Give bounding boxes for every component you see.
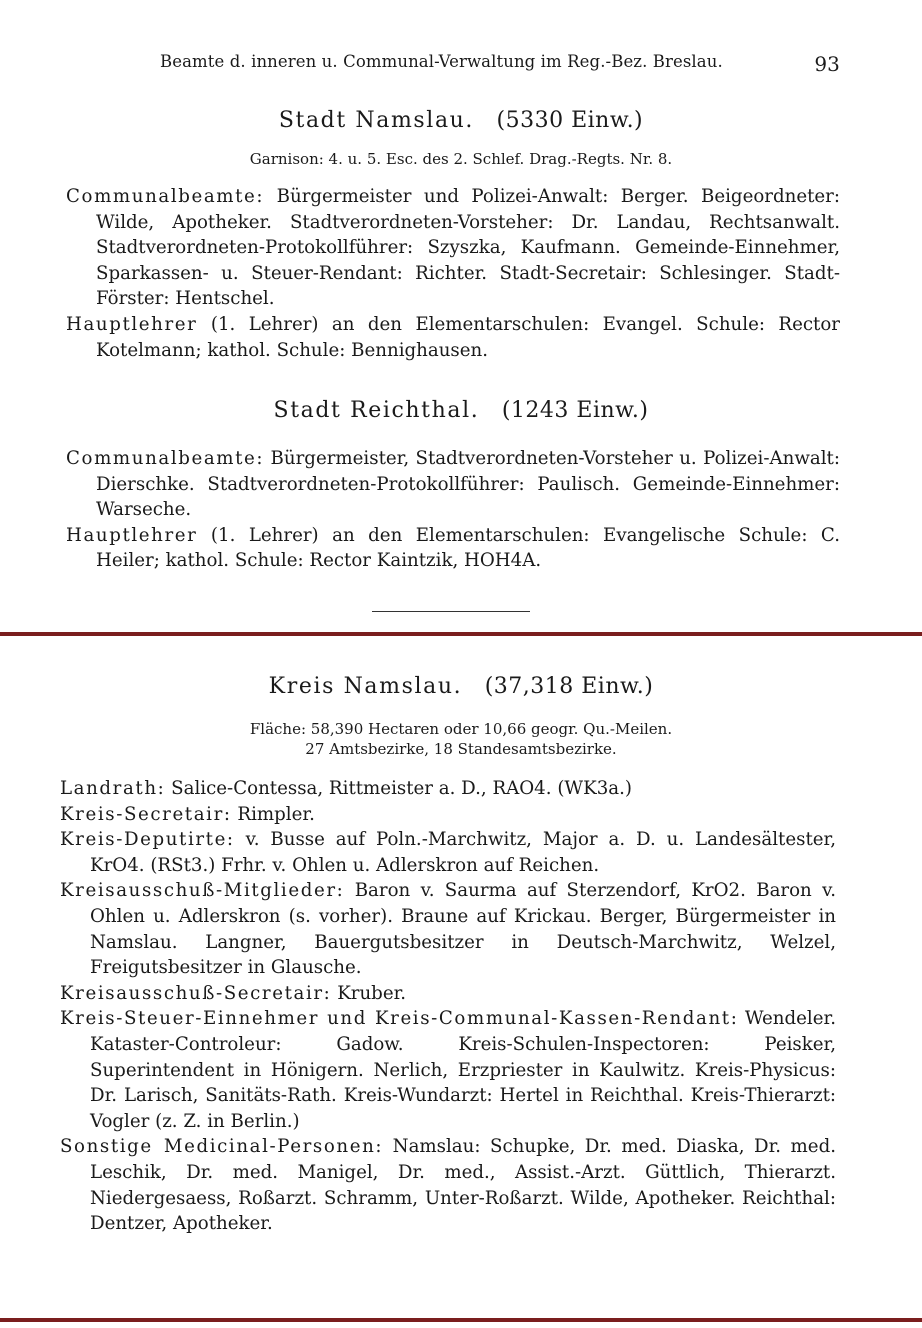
entry-label: Kreis-Steuer-Einnehmer und Kreis-Communal-Kassen-Rendant:: [60, 1008, 739, 1030]
district-entry-steuer-einnehmer: [60, 1006, 836, 1134]
district-entry-secretair: [60, 802, 836, 828]
namslau-garrison: Garnison: 4. u. 5. Esc. des 2. Schlef. Drag.-Regts. Nr. 8.: [249, 150, 673, 168]
reichthal-city-entries: [66, 446, 840, 574]
district-entry-ausschuss-secretair: [60, 981, 836, 1007]
namslau-communal-entry: [66, 184, 840, 312]
entry-label: Communalbeamte:: [66, 448, 265, 469]
namslau-district-entries: [60, 776, 836, 1237]
namslau-teacher-entry: [66, 312, 840, 363]
reichthal-city-title: Stadt Reichthal.: [273, 398, 480, 423]
entry-text: Wendeler. Kataster-Controleur: Gadow. Kreis-Schulen-Inspectoren: Peisker, Superintendent in Hönigern. Nerlich, Erzpriester in Kaulwitz. Kreis-Physicus: Dr. Larisch, Sanitäts-Rath. Kreis-Wundarzt: Hertel in Reichthal. Kreis-Thierarzt: Vogler (z. Z. in Berlin.): [90, 1008, 836, 1132]
entry-text: v. Busse auf Poln.-Marchwitz, Major a. D. u. Landesältester, KrO4. (RSt3.) Frhr. v. Ohlen u. Adlerskron auf Reichen.: [90, 829, 836, 876]
entry-label: Kreis-Deputirte:: [60, 829, 235, 851]
district-entry-landrath: [60, 776, 836, 802]
running-head-text: Beamte d. inneren u. Communal-Verwaltung im Reg.-Bez. Breslau.: [160, 52, 723, 71]
entry-label: Hauptlehrer: [66, 313, 198, 335]
section-divider-rule: [372, 611, 530, 612]
reichthal-teacher-entry: [66, 523, 840, 574]
entry-label: Kreisausschuß-Mitglieder:: [60, 880, 345, 902]
namslau-district-population: (37,318 Einw.): [484, 674, 654, 699]
entry-text: (1. Lehrer) an den Elementarschulen: Evangelische Schule: C. Heiler; kathol. Schule: Rector Kaintzik, HOH4A.: [96, 524, 840, 572]
district-entry-ausschuss-mitglieder: [60, 878, 836, 980]
running-head: [160, 52, 840, 76]
namslau-district-heading: [0, 674, 922, 699]
entry-label: Kreisausschuß-Secretair:: [60, 982, 332, 1004]
entry-text: Bürgermeister und Polizei-Anwalt: Berger. Beigeordneter: Wilde, Apotheker. Stadtverordneten-Vorsteher: Dr. Landau, Rechtsanwalt. Stadtverordneten-Protokollführer: Szyszka, Kaufmann. Gemeinde-Einnehmer, Sparkassen- u. Steuer-Rendant: Richter. Stadt-Secretair: Schlesinger. Stadt-Förster: Hentschel.: [96, 186, 840, 310]
reichthal-city-population: (1243 Einw.): [501, 398, 649, 423]
page-top-panel: [0, 0, 922, 630]
entry-text: Rimpler.: [237, 803, 315, 825]
entry-text: Bürgermeister, Stadtverordneten-Vorsteher u. Polizei-Anwalt: Dierschke. Stadtverordneten-Protokollführer: Paulisch. Gemeinde-Einnehmer: Warseche.: [96, 448, 840, 521]
district-entry-deputirte: [60, 827, 836, 878]
namslau-city-entries: [66, 184, 840, 363]
namslau-district-title: Kreis Namslau.: [268, 674, 463, 699]
entry-text: (1. Lehrer) an den Elementarschulen: Evangel. Schule: Rector Kotelmann; kathol. Schule: Bennighausen.: [96, 313, 840, 361]
entry-text: Kruber.: [337, 982, 407, 1004]
entry-label: Landrath:: [60, 778, 166, 799]
entry-text: Baron v. Saurma auf Sterzendorf, KrO2. Baron v. Ohlen u. Adlerskron (s. vorher). Braune auf Krickau. Berger, Bürgermeister in Namslau. Langner, Bauergutsbesitzer in Deutsch-Marchwitz, Welzel, Freigutsbesitzer in Glausche.: [90, 880, 836, 979]
district-subdivisions-line: 27 Amtsbezirke, 18 Standesamtsbezirke.: [305, 740, 617, 758]
panel-separator: [0, 632, 922, 636]
namslau-city-population: (5330 Einw.): [496, 108, 644, 133]
namslau-city-title: Stadt Namslau.: [278, 108, 475, 133]
entry-label: Communalbeamte:: [66, 186, 265, 207]
namslau-city-heading: [0, 108, 922, 133]
entry-text: Salice-Contessa, Rittmeister a. D., RAO4. (WK3a.): [171, 778, 632, 799]
entry-label: Sonstige Medicinal-Personen:: [60, 1136, 384, 1158]
panel-separator-bottom: [0, 1318, 922, 1322]
page-number: 93: [814, 52, 840, 76]
entry-text: Namslau: Schupke, Dr. med. Diaska, Dr. med. Leschik, Dr. med. Manigel, Dr. med., Assist.-Arzt. Güttlich, Thierarzt. Niedergesaess, Roßarzt. Schramm, Unter-Roßarzt. Wilde, Apotheker. Reichthal: Dentzer, Apotheker.: [90, 1136, 836, 1235]
district-area-line: Fläche: 58,390 Hectaren oder 10,66 geogr. Qu.-Meilen.: [249, 720, 673, 738]
district-entry-medicinal-personen: [60, 1134, 836, 1236]
page-bottom-panel: [0, 640, 922, 1316]
entry-label: Kreis-Secretair:: [60, 803, 232, 825]
entry-label: Hauptlehrer: [66, 524, 198, 546]
reichthal-city-heading: [0, 398, 922, 423]
reichthal-communal-entry: [66, 446, 840, 523]
